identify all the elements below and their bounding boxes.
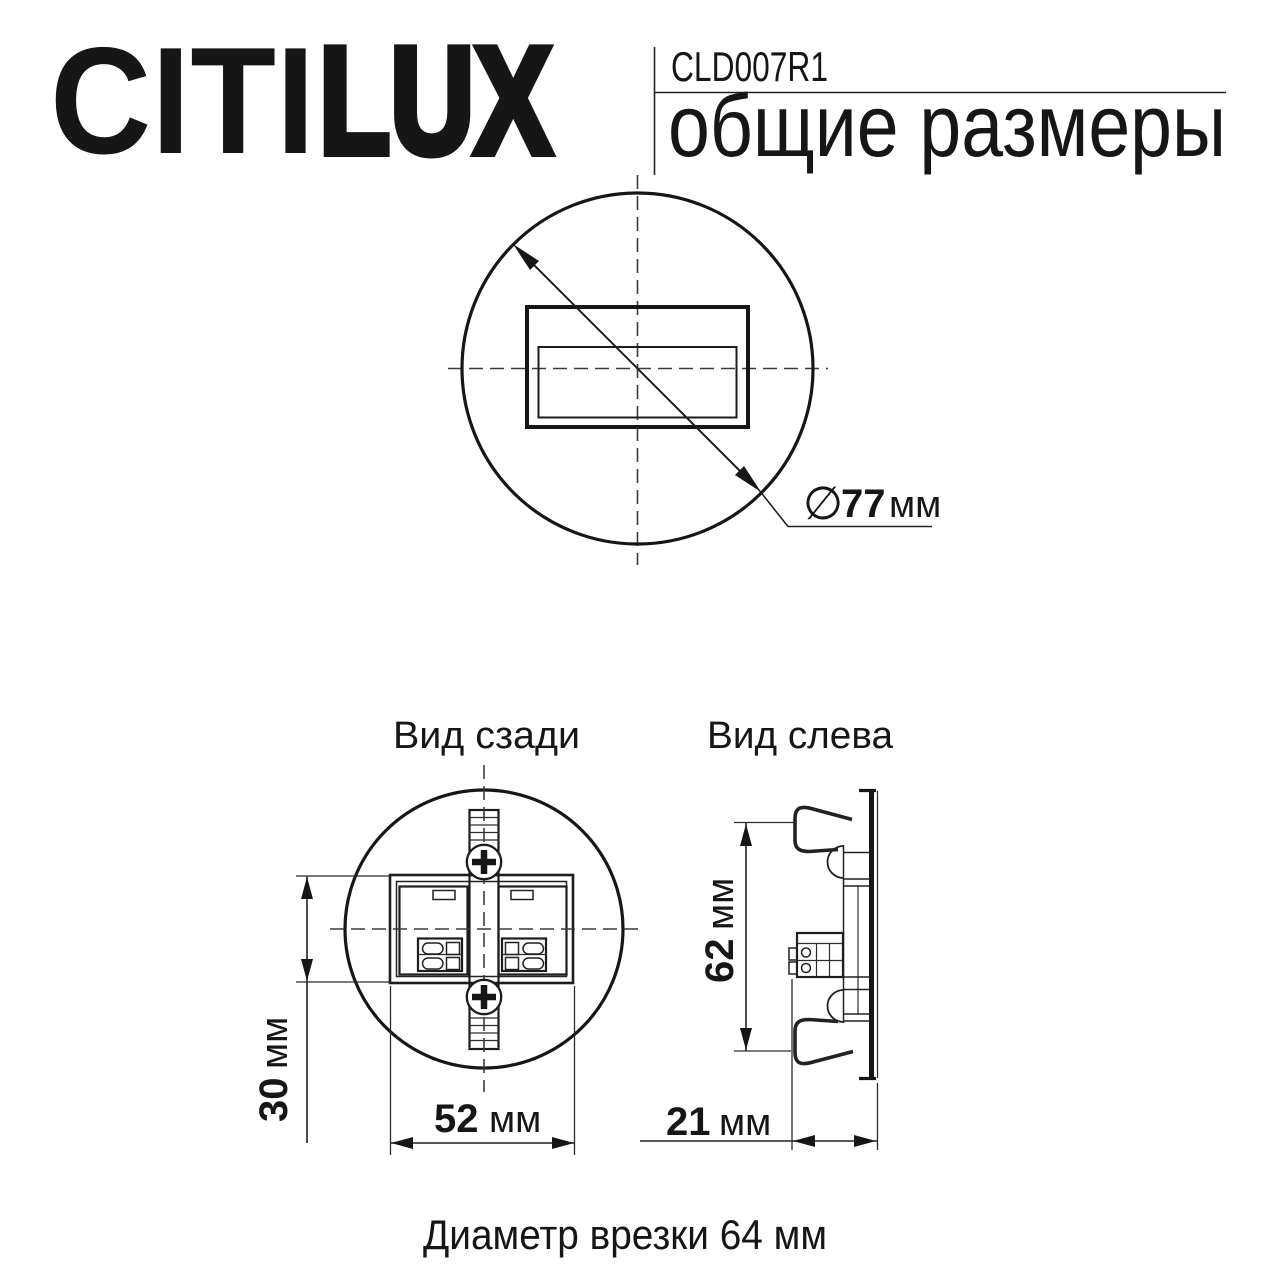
- push-button: [447, 943, 460, 955]
- wire-hole: [802, 964, 811, 973]
- push-button: [447, 958, 460, 970]
- spring-clip-top: [795, 807, 852, 851]
- terminal-block-right: [502, 939, 546, 972]
- arrowhead-up: [301, 877, 313, 899]
- side-terminal-block: [789, 933, 843, 977]
- front-view: [448, 175, 941, 565]
- brand-logo-citi: CITI: [50, 16, 315, 186]
- header: [50, 16, 1226, 186]
- wire-stub: [789, 948, 797, 960]
- wire-slot: [423, 943, 444, 954]
- vent-slot-right: [511, 891, 533, 900]
- push-button: [506, 958, 519, 970]
- body-bump-bottom: [828, 990, 844, 1022]
- dim-30-value: 30: [252, 1077, 296, 1122]
- model-number: CLD007R1: [671, 43, 828, 90]
- arrowhead-left: [391, 1137, 413, 1149]
- dim-21-unit: мм: [719, 1102, 772, 1144]
- screw-top: [467, 845, 501, 879]
- wire-slot: [523, 943, 544, 954]
- rear-view: [252, 715, 638, 1155]
- arrowhead-down: [301, 959, 313, 981]
- cutout-diameter-note: Диаметр врезки 64 мм: [423, 1211, 827, 1258]
- screw-bottom: [467, 980, 501, 1014]
- dimension-21mm: [640, 979, 878, 1150]
- brand-logo-lux: LUX: [319, 16, 552, 186]
- dim-62-unit: мм: [700, 877, 742, 930]
- wire-stub: [789, 962, 797, 974]
- spring-clip-bottom: [795, 1020, 853, 1064]
- arrowhead-up: [740, 824, 752, 846]
- wire-slot: [523, 958, 544, 969]
- arrowhead-right: [552, 1137, 574, 1149]
- arrowhead-right: [854, 1135, 876, 1147]
- dimension-62mm: [698, 823, 795, 1052]
- diameter-unit: мм: [889, 484, 942, 526]
- diameter-value: 77: [841, 482, 886, 526]
- dim-21-value: 21: [666, 1100, 711, 1144]
- wire-hole: [802, 948, 811, 957]
- arrowhead-down: [740, 1028, 752, 1050]
- vent-slot-left: [433, 891, 455, 900]
- face-plate: [859, 789, 878, 1080]
- dim-30-unit: мм: [254, 1016, 296, 1069]
- arrowhead-left: [793, 1135, 815, 1147]
- page-title: общие размеры: [668, 76, 1226, 175]
- dim-62-value: 62: [698, 938, 742, 983]
- wire-slot: [423, 958, 444, 969]
- dim-52-unit: мм: [489, 1099, 542, 1141]
- side-view: [640, 715, 894, 1150]
- dim-52-value: 52: [434, 1097, 479, 1141]
- terminal-block-left: [418, 939, 462, 972]
- diameter-symbol: ∅: [803, 477, 844, 529]
- rear-view-title: Вид сзади: [393, 715, 580, 757]
- side-view-title: Вид слева: [707, 715, 894, 757]
- push-button: [506, 943, 519, 955]
